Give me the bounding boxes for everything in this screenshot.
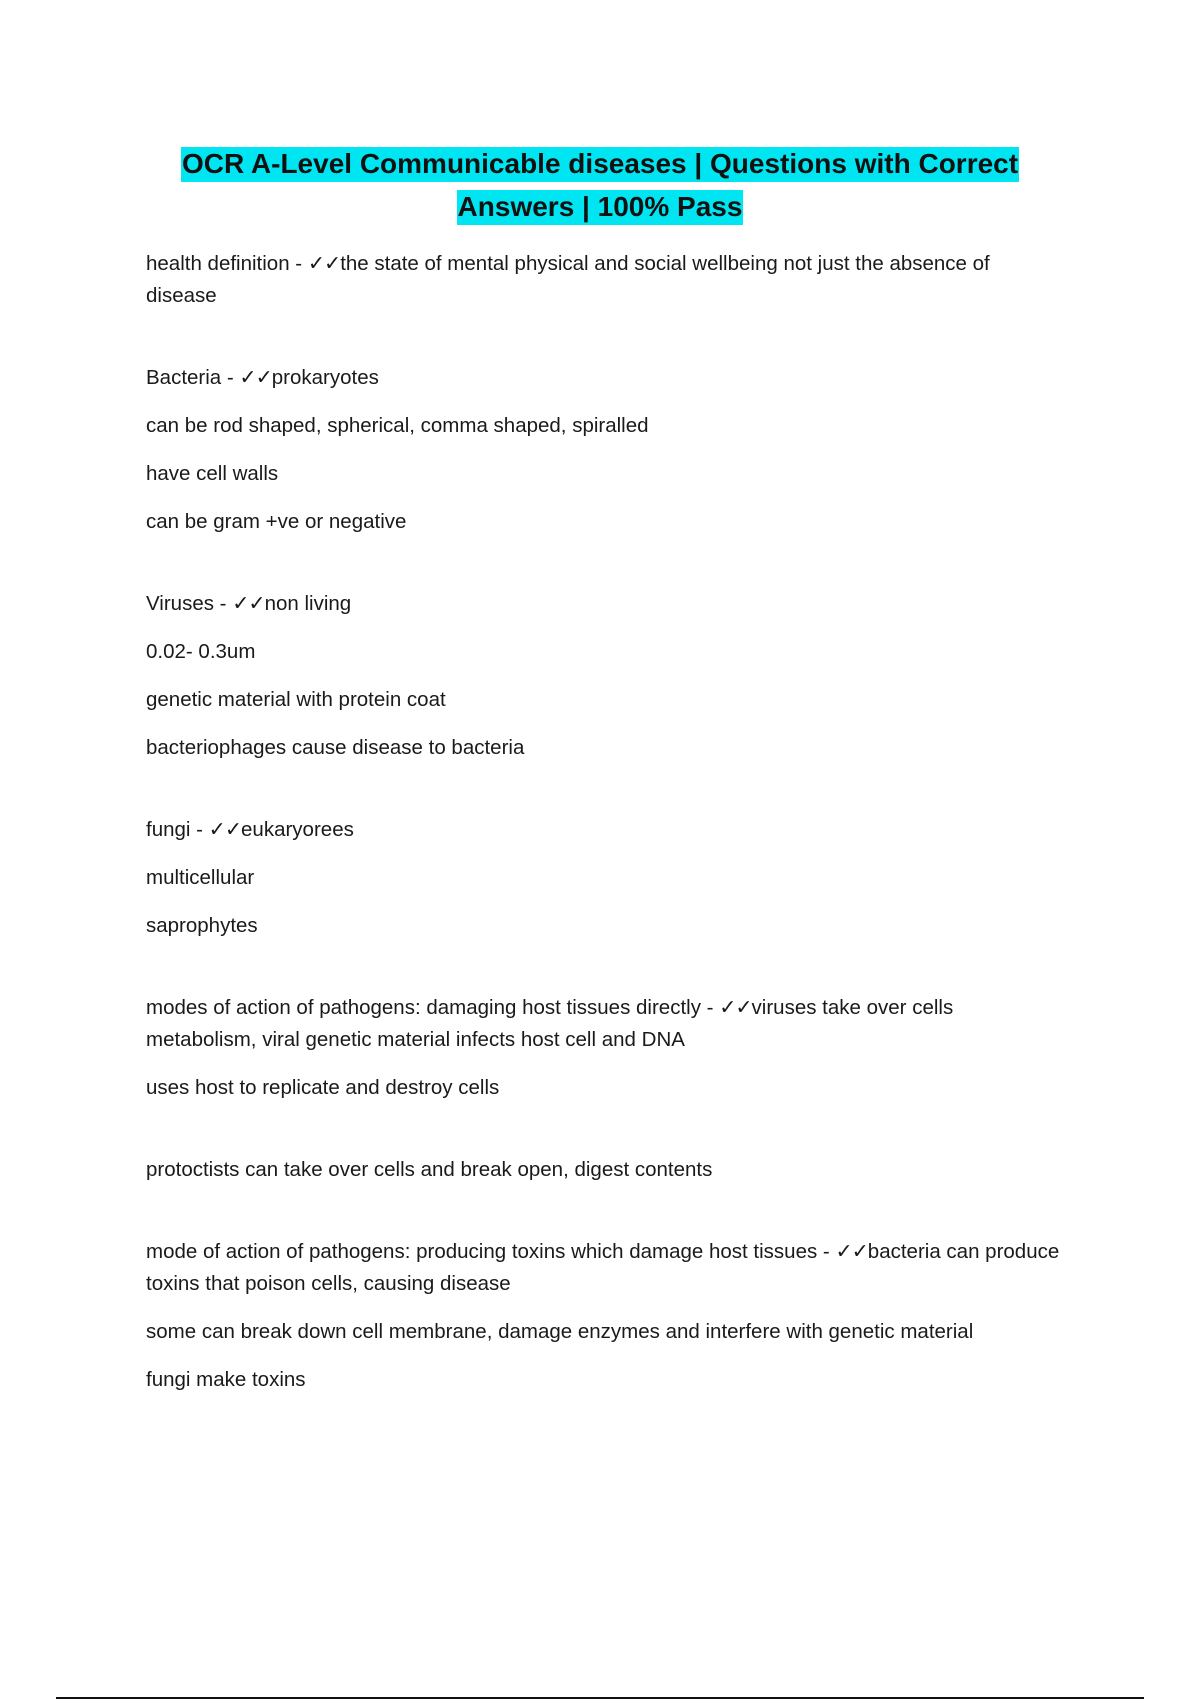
document-title [0,142,1200,228]
answer-line: can be gram +ve or negative [146,510,407,533]
answer-text: bacteria can produce toxins that poison cells, causing disease [146,1240,1060,1295]
answer-line: genetic material with protein coat [146,688,446,711]
double-check-icon: ✓✓ [232,592,265,615]
answer-line: fungi make toxins [146,1368,306,1391]
answer-line: multicellular [146,866,255,889]
answer-line: uses host to replicate and destroy cells [146,1076,500,1099]
answer-line: can be rod shaped, spherical, comma shaped, spiralled [146,414,649,437]
double-check-icon: ✓✓ [719,996,752,1019]
title-line-1: OCR A-Level Communicable diseases | Questions with Correct [181,147,1019,182]
answer-line: have cell walls [146,462,279,485]
answer-text: prokaryotes [271,366,379,389]
question-term: Viruses - [146,592,233,615]
double-check-icon: ✓✓ [307,252,341,275]
question-term: health definition - [146,252,308,275]
qa-entry-viruses [146,588,1066,620]
double-check-icon: ✓✓ [239,366,272,389]
answer-line: bacteriophages cause disease to bacteria [146,736,525,759]
answer-text: non living [264,592,352,615]
protoctists-line: protoctists can take over cells and break open, digest contents [146,1158,713,1181]
footer-divider [56,1697,1144,1699]
double-check-icon: ✓✓ [208,818,242,841]
answer-line: some can break down cell membrane, damage enzymes and interfere with genetic material [146,1320,974,1343]
qa-entry-damaging-host-tissues [146,992,1066,1056]
question-term: Bacteria - [146,366,240,389]
double-check-icon: ✓✓ [835,1240,868,1263]
answer-line: saprophytes [146,914,258,937]
qa-entry-health-definition [146,248,1066,312]
answer-text: eukaryorees [241,818,354,841]
question-term: mode of action of pathogens: producing toxins which damage host tissues - [146,1240,836,1263]
document-body [146,248,1066,1412]
answer-line: 0.02- 0.3um [146,640,256,663]
qa-entry-bacteria [146,362,1066,394]
question-term: modes of action of pathogens: damaging host tissues directly - [146,996,720,1019]
qa-entry-fungi [146,814,1066,846]
answer-text: viruses take over cells metabolism, viral genetic material infects host cell and DNA [146,996,954,1051]
qa-entry-producing-toxins [146,1236,1066,1300]
title-line-2: Answers | 100% Pass [457,190,744,225]
question-term: fungi - [146,818,209,841]
answer-text: the state of mental physical and social wellbeing not just the absence of disease [146,252,990,307]
